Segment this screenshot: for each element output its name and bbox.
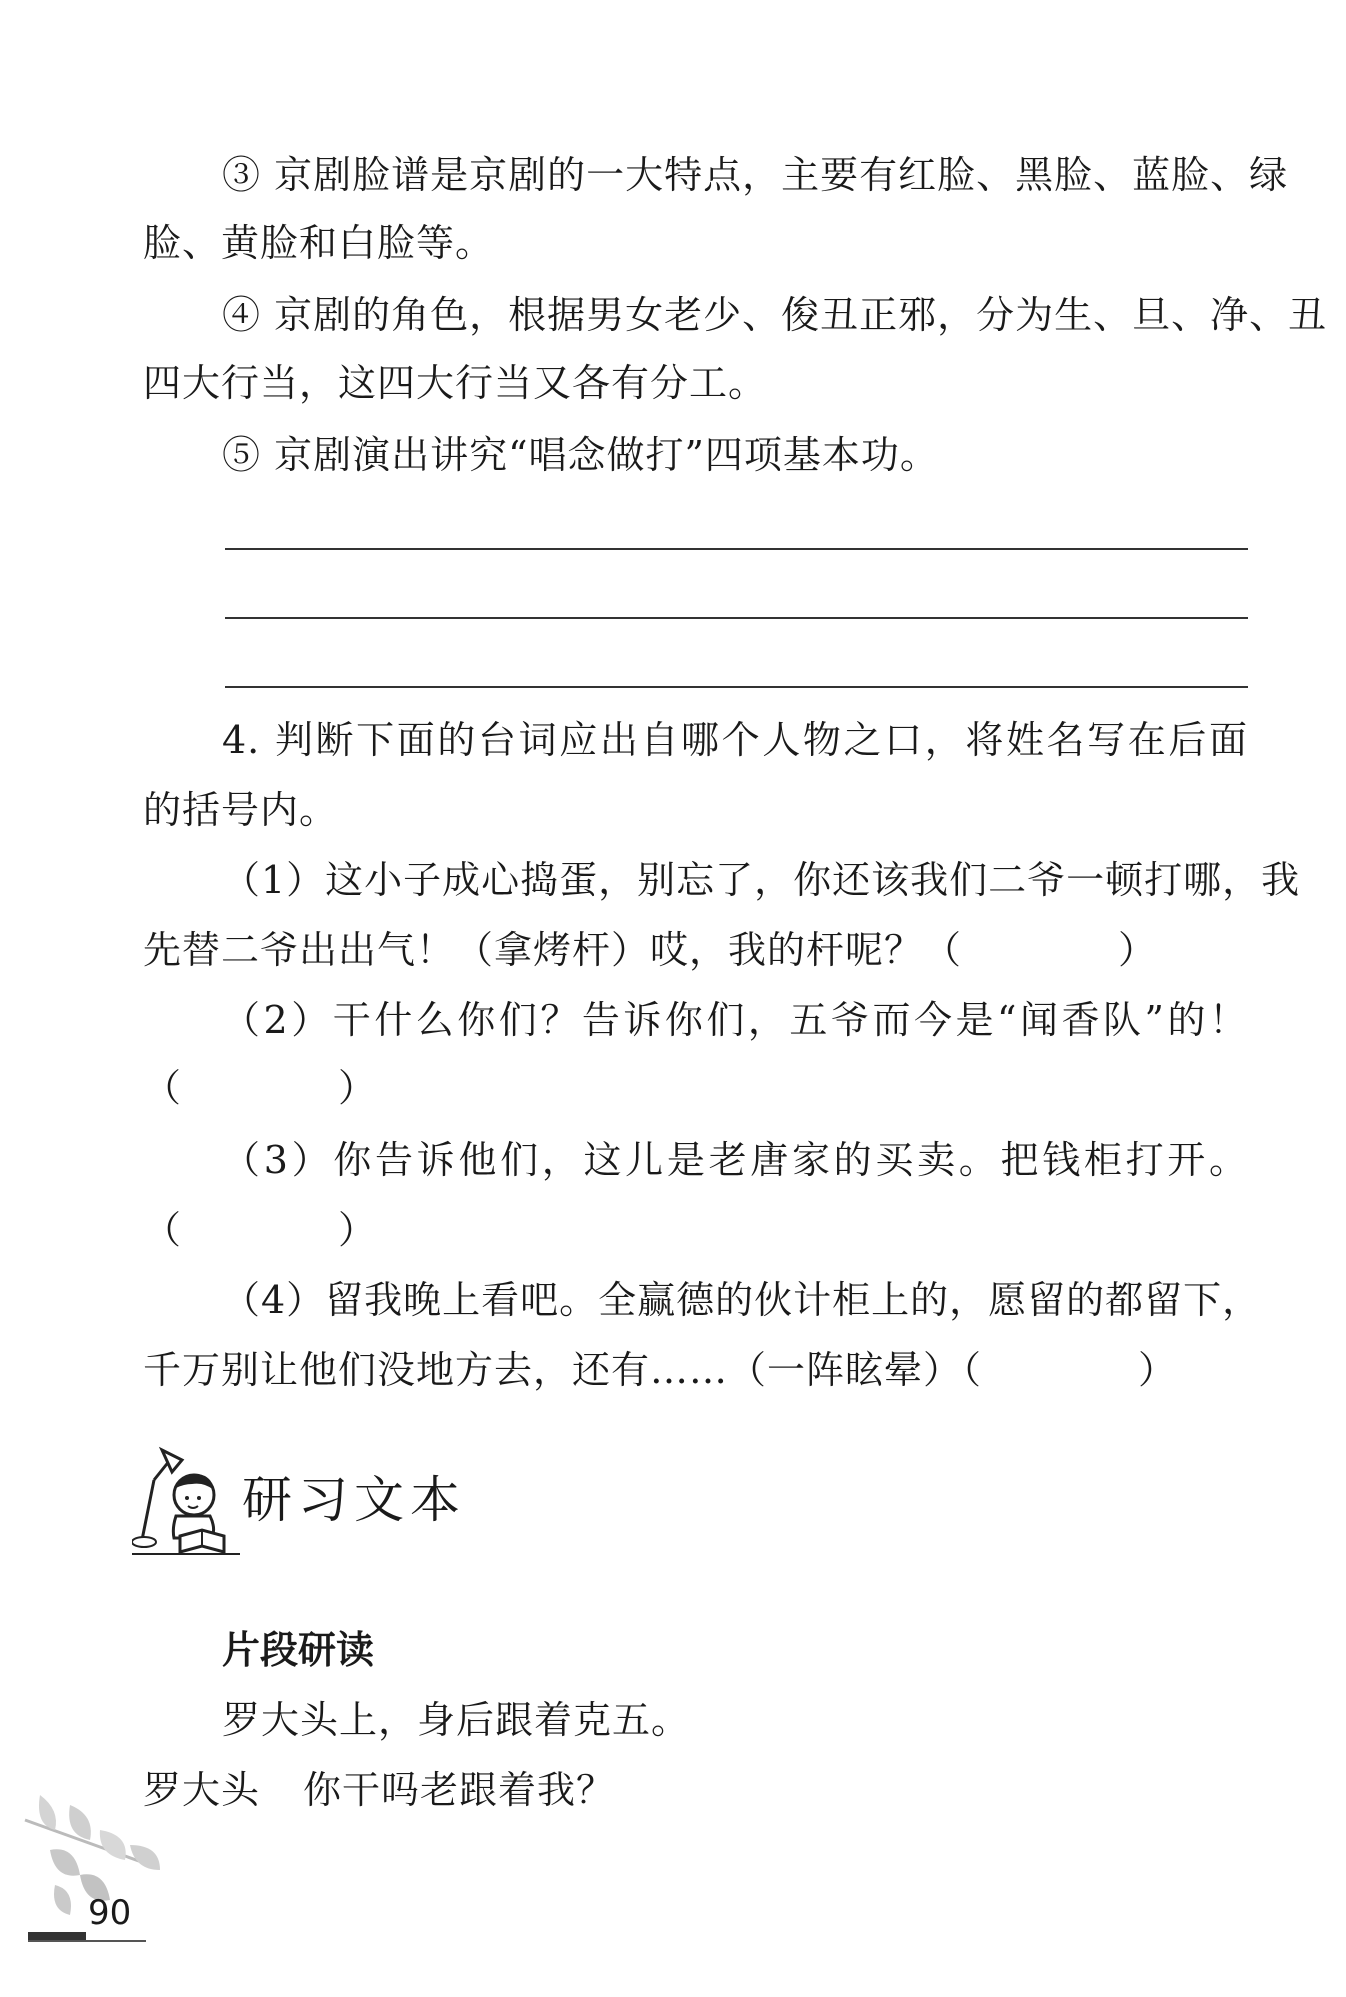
item-1-line-2: 先替二爷出出气！（拿烤杆）哎，我的杆呢？（ ）	[143, 928, 1158, 972]
option-3-line-1: ③ 京剧脸谱是京剧的一大特点，主要有红脸、黑脸、蓝脸、绿	[222, 153, 1289, 197]
student-reading-icon	[132, 1440, 242, 1560]
dialogue-speech: 你干吗老跟着我？	[303, 1768, 616, 1812]
option-4-line-1: ④ 京剧的角色，根据男女老少、俊丑正邪，分为生、旦、净、丑	[222, 293, 1328, 337]
option-5-line: ⑤ 京剧演出讲究“唱念做打”四项基本功。	[222, 433, 939, 477]
answer-line-3[interactable]	[225, 686, 1248, 688]
answer-line-2[interactable]	[225, 617, 1248, 619]
section-header	[132, 1440, 552, 1560]
item-2-line-1: （2）干什么你们？告诉你们，五爷而今是“闻香队”的！	[222, 998, 1248, 1042]
footer-decoration	[20, 1790, 180, 1990]
item-3-answer-parens: （ ）	[143, 1208, 378, 1252]
footer-rule	[28, 1940, 146, 1942]
question-4-line-2: 的括号内。	[143, 788, 339, 832]
question-4-line-1: 4. 判断下面的台词应出自哪个人物之口，将姓名写在后面	[222, 718, 1248, 762]
dialogue-line	[143, 1765, 1248, 1815]
item-2-answer-parens: （ ）	[143, 1066, 378, 1110]
item-1-line-1: （1）这小子成心捣蛋，别忘了，你还该我们二爷一顿打哪，我	[222, 858, 1301, 902]
page-number: 90	[88, 1893, 132, 1933]
subsection-title: 片段研读	[222, 1628, 375, 1672]
item-4-line-1: （4）留我晚上看吧。全赢德的伙计柜上的，愿留的都留下，	[222, 1278, 1262, 1322]
option-3-line-2: 脸、黄脸和白脸等。	[143, 221, 495, 265]
stage-direction: 罗大头上，身后跟着克五。	[222, 1698, 691, 1742]
section-title: 研习文本	[242, 1471, 466, 1529]
dialogue-speaker: 罗大头	[143, 1768, 261, 1812]
answer-line-1[interactable]	[225, 548, 1248, 550]
item-3-line-1: （3）你告诉他们，这儿是老唐家的买卖。把钱柜打开。	[222, 1138, 1248, 1182]
item-4-line-2: 千万别让他们没地方去，还有……（一阵眩晕）（ ）	[143, 1348, 1178, 1392]
option-4-line-2: 四大行当，这四大行当又各有分工。	[143, 361, 768, 405]
